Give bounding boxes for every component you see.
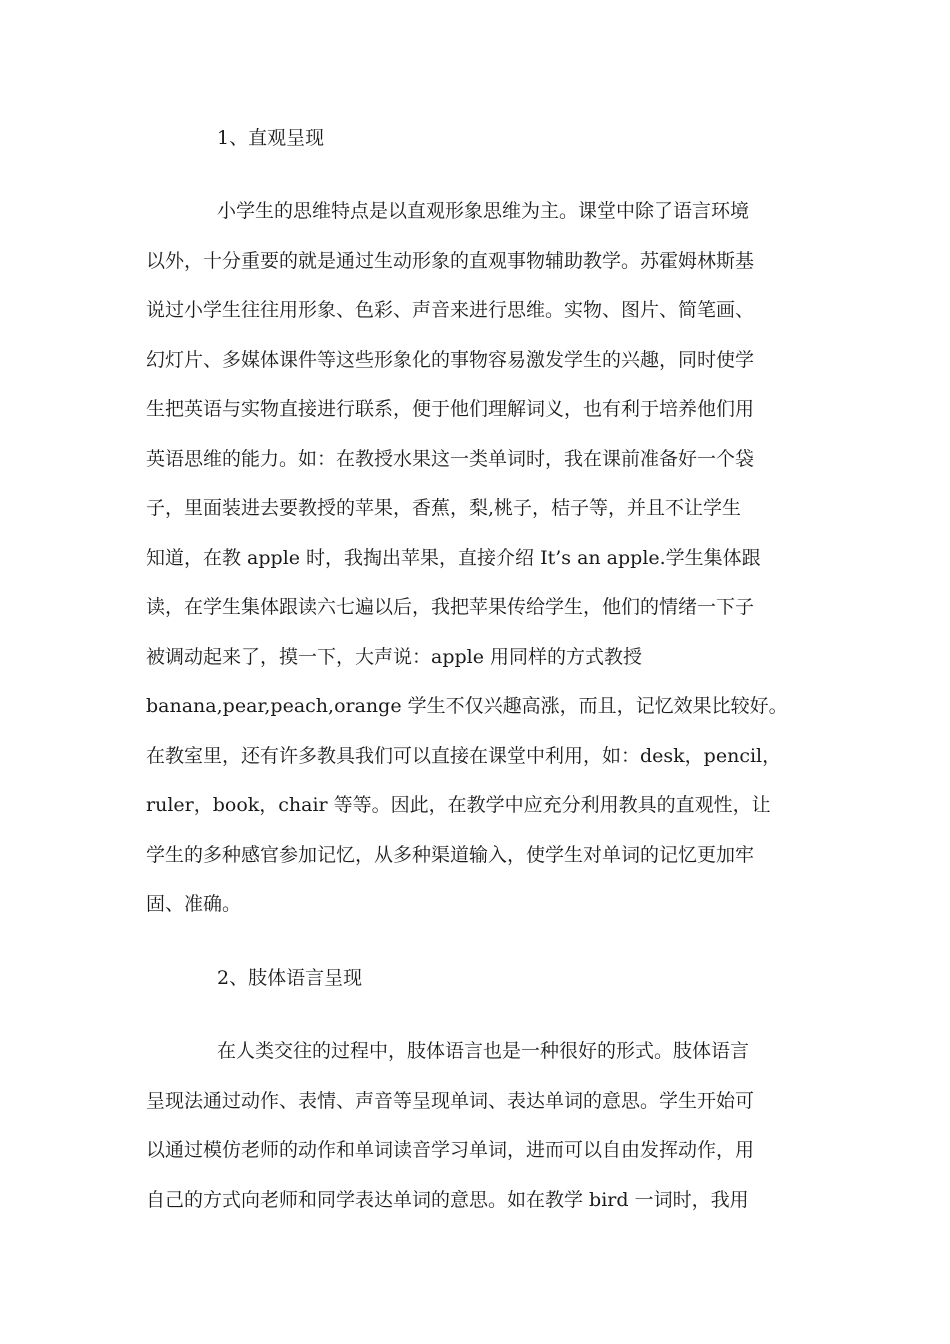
paragraph-line: 小学生的思维特点是以直观形象思维为主。课堂中除了语言环境 bbox=[217, 200, 750, 222]
paragraph-line: 呈现法通过动作、表情、声音等呈现单词、表达单词的意思。学生开始可 bbox=[146, 1090, 755, 1112]
paragraph-line: 自己的方式向老师和同学表达单词的意思。如在教学 bird 一词时，我用 bbox=[146, 1189, 749, 1211]
paragraph-line: 英语思维的能力。如：在教授水果这一类单词时，我在课前准备好一个袋 bbox=[146, 448, 755, 470]
paragraph-line: 学生的多种感官参加记忆，从多种渠道输入，使学生对单词的记忆更加牢 bbox=[146, 844, 755, 866]
paragraph-line: banana,pear,peach,orange 学生不仅兴趣高涨，而且，记忆效果比较好。 bbox=[146, 695, 788, 717]
section-1-heading: 1、直观呈现 bbox=[217, 127, 325, 149]
paragraph-line: 子，里面装进去要教授的苹果，香蕉，梨,桃子，桔子等，并且不让学生 bbox=[146, 497, 742, 519]
paragraph-line: 说过小学生往往用形象、色彩、声音来进行思维。实物、图片、简笔画、 bbox=[146, 299, 755, 321]
section-2-heading: 2、肢体语言呈现 bbox=[217, 967, 363, 989]
paragraph-line: 知道，在教 apple 时，我掏出苹果，直接介绍 It’s an apple.学生集体跟 bbox=[146, 547, 761, 569]
paragraph-line: 生把英语与实物直接进行联系，便于他们理解词义，也有利于培养他们用 bbox=[146, 398, 755, 420]
paragraph-line: 被调动起来了，摸一下，大声说：apple 用同样的方式教授 bbox=[146, 646, 643, 668]
paragraph-line: 在教室里，还有许多教具我们可以直接在课堂中利用，如：desk，pencil， bbox=[146, 745, 782, 767]
paragraph-line: 以外，十分重要的就是通过生动形象的直观事物辅助教学。苏霍姆林斯基 bbox=[146, 250, 755, 272]
paragraph-line: 在人类交往的过程中，肢体语言也是一种很好的形式。肢体语言 bbox=[217, 1040, 750, 1062]
paragraph-line: 读，在学生集体跟读六七遍以后，我把苹果传给学生，他们的情绪一下子 bbox=[146, 596, 755, 618]
paragraph-line: 幻灯片、多媒体课件等这些形象化的事物容易激发学生的兴趣，同时使学 bbox=[146, 349, 755, 371]
paragraph-line: 固、准确。 bbox=[146, 893, 242, 915]
paragraph-line: 以通过模仿老师的动作和单词读音学习单词，进而可以自由发挥动作，用 bbox=[146, 1139, 755, 1161]
paragraph-line: ruler，book，chair 等等。因此，在教学中应充分利用教具的直观性，让 bbox=[146, 794, 771, 816]
